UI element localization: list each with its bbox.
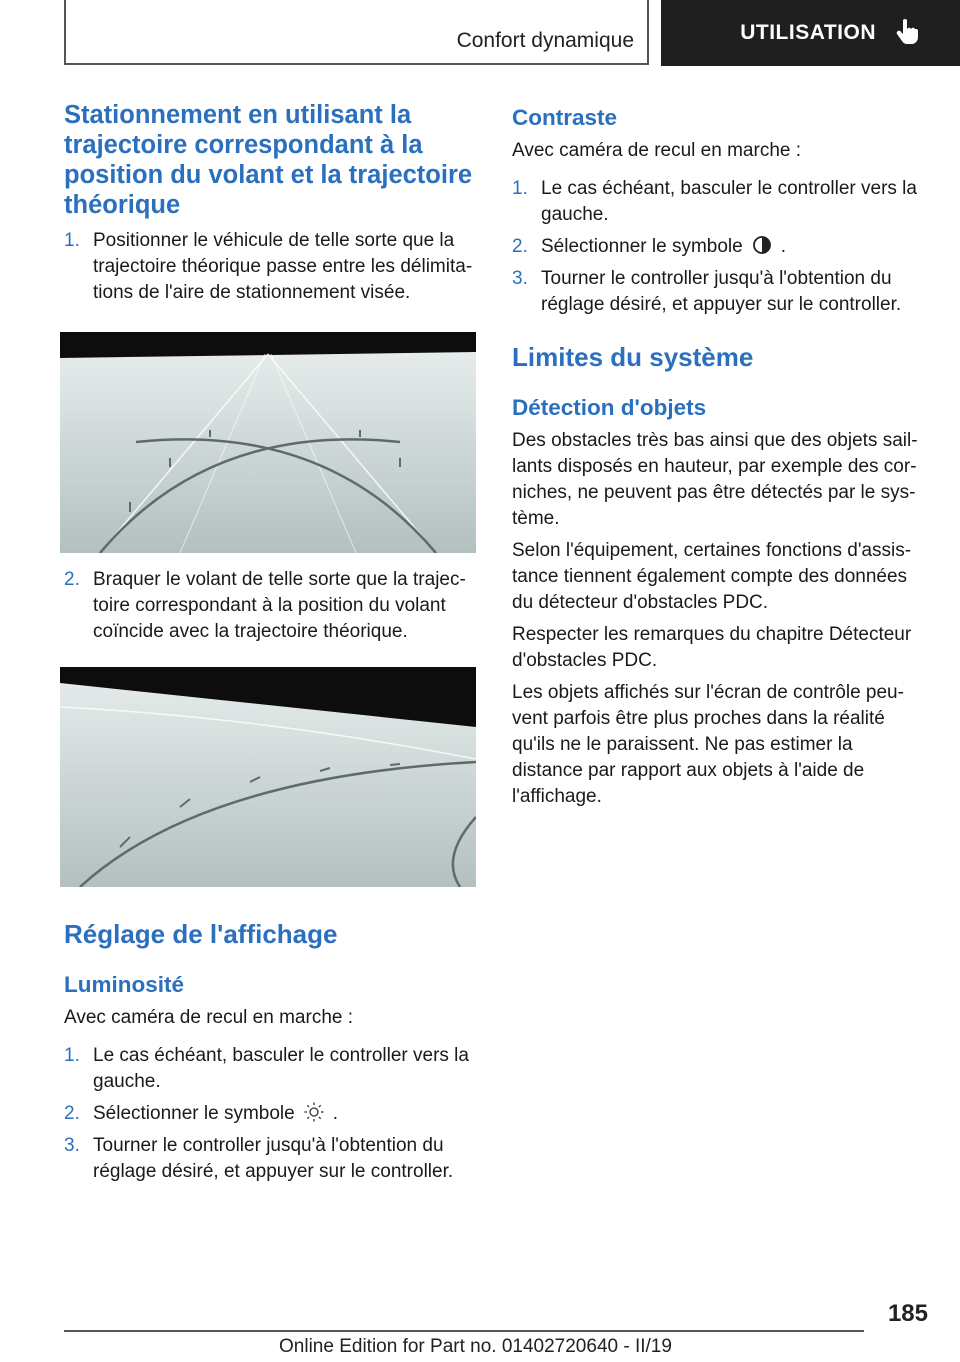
brightness-heading: Luminosité — [64, 972, 185, 997]
step-text: Sélectionner le symbole — [93, 1103, 295, 1124]
step-text: Tourner le controller jusqu'à l'obtention du réglage désiré, et appuyer sur le controller. — [541, 268, 902, 315]
brightness-sun-icon — [303, 1101, 325, 1123]
step-text: Positionner le véhicule de telle sorte que la trajectoire théorique passe entre les délimitations de l'aire de stationnement visée. — [93, 230, 473, 303]
hand-pointer-icon — [894, 17, 920, 50]
camera-image-theoretical-path — [60, 332, 476, 553]
contrast-heading: Contraste — [512, 105, 618, 130]
step-number: 2. — [64, 1103, 80, 1124]
header-chapter-label: UTILISATION — [740, 21, 876, 44]
step-number: 3. — [64, 1135, 80, 1156]
list-item — [64, 1101, 476, 1127]
list-item — [512, 176, 928, 228]
list-item — [64, 567, 476, 645]
step-text: Braquer le volant de telle sorte que la trajectoire correspondant à la position du volant coïncide avec la trajectoire théorique. — [93, 569, 466, 642]
list-item — [64, 1043, 476, 1095]
brightness-steps — [64, 1043, 476, 1185]
step-text: Le cas échéant, basculer le controller vers la gauche. — [93, 1045, 469, 1092]
header-left-rule — [64, 0, 66, 64]
list-item — [512, 234, 928, 260]
paragraph: Des obstacles très bas ainsi que des objets saillants disposés en hauteur, par exemple des corniches, ne peuvent pas être détectés par le système. — [512, 430, 918, 529]
header-bottom-rule — [64, 63, 649, 65]
system-limits-heading: Limites du système — [512, 342, 754, 372]
header-chapter-box — [661, 0, 960, 66]
step-text-end: . — [332, 1103, 338, 1124]
header-right-rule — [647, 0, 649, 64]
parking-steps-a — [64, 228, 476, 306]
step-number: 1. — [64, 1045, 80, 1066]
step-number: 2. — [512, 236, 528, 257]
paragraph: Respecter les remarques du chapitre Détecteur d'obstacles PDC. — [512, 624, 912, 671]
step-text-end: . — [780, 236, 786, 257]
step-number: 1. — [512, 178, 528, 199]
parking-heading: Stationnement en utilisant la trajectoire correspondant à la position du volant et la trajectoire théorique — [64, 101, 473, 219]
brightness-intro: Avec caméra de recul en marche : — [64, 1007, 354, 1028]
contrast-icon — [751, 234, 773, 256]
display-settings-heading: Réglage de l'affichage — [64, 919, 338, 949]
step-text: Tourner le controller jusqu'à l'obtention du réglage désiré, et appuyer sur le controller. — [93, 1135, 454, 1182]
contrast-intro: Avec caméra de recul en marche : — [512, 140, 802, 161]
list-item — [512, 266, 928, 318]
left-column — [64, 100, 476, 1185]
page-number: 185 — [887, 1300, 928, 1327]
paragraph: Les objets affichés sur l'écran de contrôle peuvent parfois être plus proches dans la réalité qu'ils ne le paraissent. Ne pas estimer la distance par rapport aux objets à l'aide de l'affichage. — [512, 682, 904, 807]
step-text: Sélectionner le symbole — [541, 236, 743, 257]
list-item — [64, 1133, 476, 1185]
step-text: Le cas échéant, basculer le controller vers la gauche. — [541, 178, 917, 225]
footer-rule — [64, 1330, 864, 1332]
step-number: 1. — [64, 230, 80, 251]
parking-steps-b — [64, 567, 476, 645]
list-item — [64, 228, 476, 306]
camera-image-matching-path — [60, 667, 476, 887]
footer-edition: Online Edition for Part no. 01402720640 - II/19 — [279, 1336, 672, 1357]
header-section-title: Confort dynamique — [456, 29, 634, 52]
contrast-steps — [512, 176, 928, 318]
step-number: 2. — [64, 569, 80, 590]
paragraph: Selon l'équipement, certaines fonctions d'assistance tiennent également compte des données du détecteur d'obstacles PDC. — [512, 540, 912, 613]
object-detection-heading: Détection d'objets — [512, 395, 707, 420]
right-column — [512, 100, 928, 810]
step-number: 3. — [512, 268, 528, 289]
